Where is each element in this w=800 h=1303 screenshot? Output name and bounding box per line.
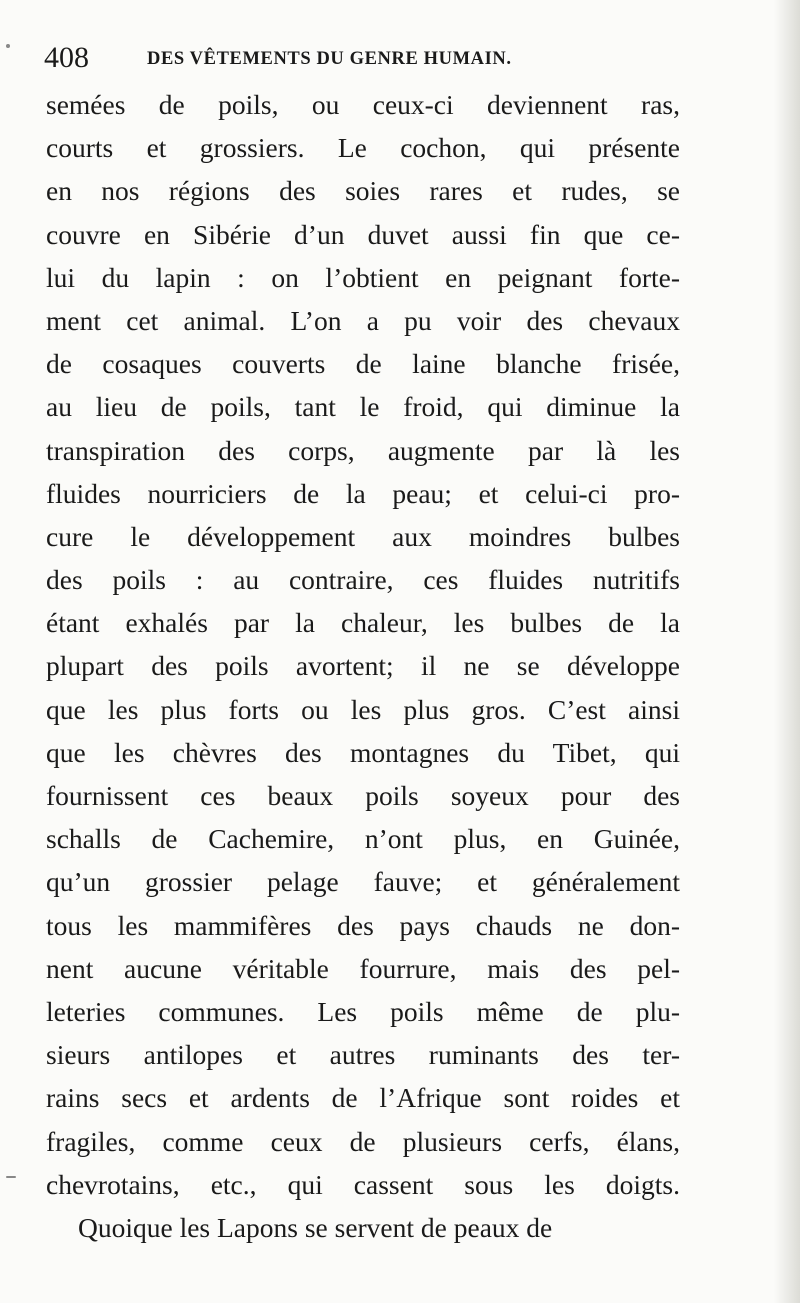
text-line: qu’un grossier pelage fauve; et généralement xyxy=(46,866,680,898)
text-line: en nos régions des soies rares et rudes, se xyxy=(46,175,680,207)
paragraph-first-line: Quoique les Lapons se servent de peaux de xyxy=(78,1211,553,1243)
text-line: fluides nourriciers de la peau; et celui-ci pro- xyxy=(46,477,680,509)
text-line: de cosaques couverts de laine blanche frisée, xyxy=(46,348,680,380)
page-gutter-shadow xyxy=(774,0,800,1303)
text-line: que les chèvres des montagnes du Tibet, qui xyxy=(46,736,680,768)
text-line: fournissent ces beaux poils soyeux pour des xyxy=(46,780,680,811)
page-header xyxy=(44,38,684,78)
running-title: DES VÊTEMENTS DU GENRE HUMAIN. xyxy=(147,49,512,69)
text-line: courts et grossiers. Le cochon, qui présente xyxy=(46,132,680,164)
body-text xyxy=(46,83,680,1249)
page-number: 408 xyxy=(44,41,89,74)
text-line: schalls de Cachemire, n’ont plus, en Guinée, xyxy=(46,823,680,855)
ink-speck xyxy=(6,1176,16,1178)
text-line: au lieu de poils, tant le froid, qui diminue la xyxy=(46,391,680,423)
text-line: lui du lapin : on l’obtient en peignant forte- xyxy=(46,261,680,293)
text-line: leteries communes. Les poils même de plu- xyxy=(46,995,680,1027)
ink-speck xyxy=(6,44,10,48)
text-line: ment cet animal. L’on a pu voir des chevaux xyxy=(46,304,680,336)
text-line: sieurs antilopes et autres ruminants des ter- xyxy=(46,1039,680,1071)
text-line: des poils : au contraire, ces fluides nutritifs xyxy=(46,564,680,596)
text-line: tous les mammifères des pays chauds ne don- xyxy=(46,909,680,941)
text-line: cure le développement aux moindres bulbes xyxy=(46,520,680,552)
text-line: fragiles, comme ceux de plusieurs cerfs, élans, xyxy=(46,1125,680,1157)
text-line: transpiration des corps, augmente par là les xyxy=(46,434,680,466)
text-line: chevrotains, etc., qui cassent sous les doigts. xyxy=(46,1168,680,1200)
text-line: semées de poils, ou ceux-ci deviennent ras, xyxy=(46,89,680,120)
text-line: étant exhalés par la chaleur, les bulbes de la xyxy=(46,607,680,639)
text-line: couvre en Sibérie d’un duvet aussi fin que ce- xyxy=(46,218,680,250)
text-line: plupart des poils avortent; il ne se développe xyxy=(46,650,680,682)
text-line: rains secs et ardents de l’Afrique sont roides et xyxy=(46,1082,680,1114)
text-line: nent aucune véritable fourrure, mais des pel- xyxy=(46,952,680,984)
text-line: que les plus forts ou les plus gros. C’est ainsi xyxy=(46,693,680,725)
